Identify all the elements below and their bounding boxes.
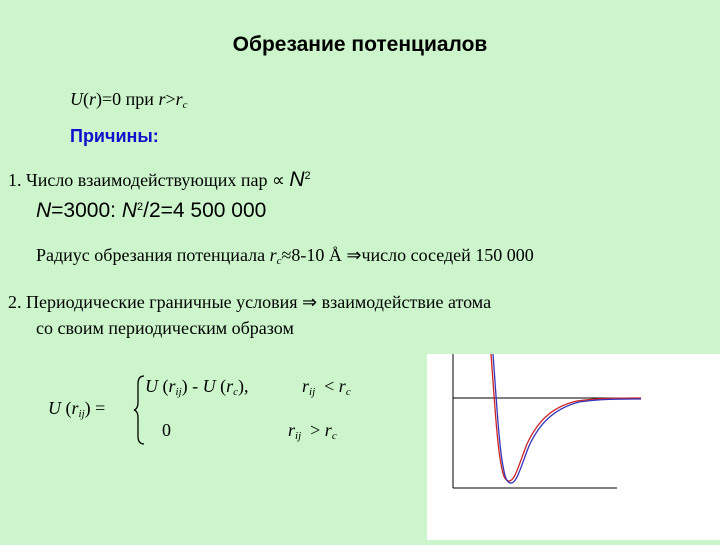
reason-2-line2: со своим периодическим образом (36, 318, 294, 338)
cutoff-radius-note (36, 245, 534, 267)
cutoff-condition (70, 89, 188, 111)
symbol-N: N (121, 199, 137, 222)
symbol-r: r (71, 398, 79, 418)
cutoff-text: )=0 при (96, 89, 159, 109)
case-2-condition (288, 420, 337, 442)
case-2-value: 0 (162, 420, 171, 440)
potential-curve-plot (427, 354, 720, 540)
reasons-heading: Причины: (70, 126, 159, 146)
approx-symbol: ≈ (281, 245, 292, 265)
symbol-N: N (36, 199, 52, 222)
symbol-U: U (202, 376, 216, 396)
subscript-c: c (276, 255, 282, 267)
symbol-r: r (324, 420, 332, 440)
case-1-value: U $(r_{ij})$ - U $(r_c)$, (145, 376, 249, 398)
symbol-U: U (48, 398, 61, 418)
paren: ( (83, 89, 89, 109)
symbol-U: U (70, 89, 83, 109)
case-1-condition (302, 376, 351, 398)
subscript-ij: ij (309, 386, 316, 398)
left-brace-icon (132, 374, 146, 446)
potential-curve-red (491, 354, 641, 481)
subscript-c: c (345, 386, 351, 398)
symbol-r: r (226, 376, 234, 396)
lt-sign: < (324, 376, 335, 396)
subscript-ij: ij (175, 386, 182, 398)
symbol-r: r (158, 89, 166, 109)
proportional-symbol: ∝ (272, 170, 285, 190)
slide-title: Обрезание потенциалов (232, 33, 488, 56)
symbol-r: r (89, 89, 97, 109)
symbol-U: U (145, 376, 158, 396)
reason-2 (8, 292, 491, 313)
radius-text: Радиус обрезания потенциала (36, 245, 270, 265)
subscript-c: c (233, 386, 239, 398)
example-text: =3000: (51, 199, 122, 222)
symbol-r: r (288, 420, 296, 440)
gt-sign: > (310, 420, 321, 440)
equals-sign: = (95, 398, 106, 418)
symbol-r: r (338, 376, 346, 396)
subscript-c: c (331, 430, 337, 442)
implies-arrow: ⇒ (346, 245, 362, 265)
cutoff-formula (0, 360, 400, 450)
symbol-r: r (302, 376, 310, 396)
symbol-r: r (168, 376, 176, 396)
reason-1 (8, 168, 311, 192)
subscript-c: c (182, 99, 188, 111)
neighbor-count: число соседей 150 000 (361, 245, 534, 265)
pair-count-example (36, 199, 266, 223)
symbol-N: N (289, 168, 305, 191)
symbol-r: r (269, 245, 277, 265)
potential-curve-blue (493, 354, 641, 483)
radius-range: 8-10 Å (291, 245, 347, 265)
symbol-r: r (175, 89, 183, 109)
gt-sign: > (165, 89, 176, 109)
exponent: 2 (137, 201, 144, 213)
reason-1-text: 1. Число взаимодействующих пар (8, 170, 272, 190)
subscript-ij: ij (78, 408, 85, 420)
reason-2-text: 2. Периодические граничные условия (8, 292, 303, 312)
example-result: /2=4 500 000 (143, 199, 267, 222)
potential-graph (427, 354, 720, 540)
implies-arrow: ⇒ (302, 292, 318, 312)
reason-2-tail: взаимодействие атома (317, 292, 492, 312)
subscript-ij: ij (295, 430, 302, 442)
formula-lhs: U $(r_{ij})$ = (48, 398, 106, 420)
minus-sign: - (192, 376, 199, 396)
exponent: 2 (304, 170, 311, 182)
